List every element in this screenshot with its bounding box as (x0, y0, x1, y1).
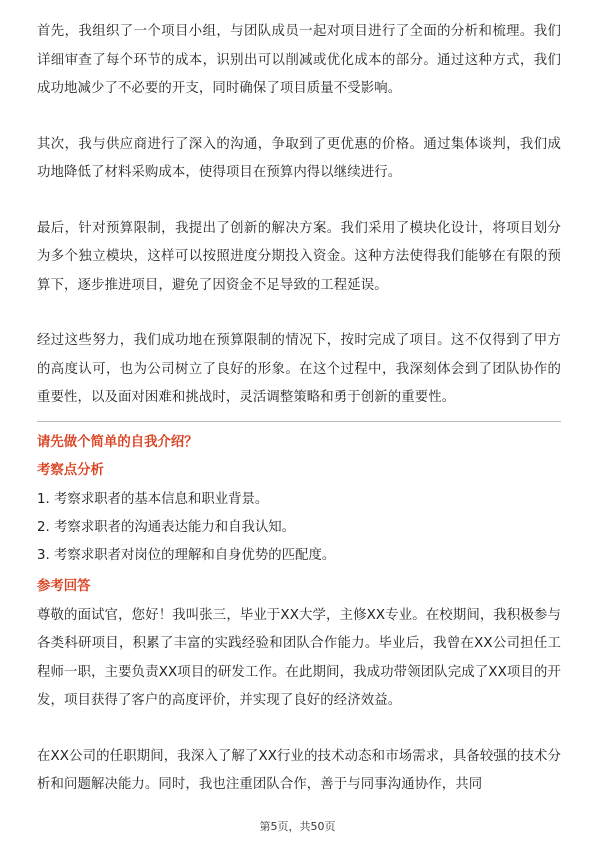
paragraph: 首先，我组织了一个项目小组，与团队成员一起对项目进行了全面的分析和梳理。我们详细审查了每个环节的成本，识别出可以削减或优化成本的部分。通过这种方式，我们成功地减少了不必要的开支，同时确保了项目质量不受影响。 (37, 24, 561, 96)
list-item: 3. 考察求职者对岗位的理解和自身优势的匹配度。 (37, 547, 336, 563)
paragraph: 经过这些努力，我们成功地在预算限制的情况下，按时完成了项目。这不仅得到了甲方的高度认可，也为公司树立了良好的形象。在这个过程中，我深刻体会到了团队协作的重要性，以及面对困难和挑战时，灵活调整策略和勇于创新的重要性。 (37, 333, 561, 405)
question-heading: 请先做个简单的自我介绍？ (37, 434, 198, 450)
answer-heading: 参考回答 (37, 578, 91, 594)
list-item: 2. 考察求职者的沟通表达能力和自我认知。 (37, 519, 296, 535)
page-content (37, 18, 561, 827)
paragraph: 最后，针对预算限制，我提出了创新的解决方案。我们采用了模块化设计，将项目划分为多个独立模块，这样可以按照进度分期投入资金。这种方法使得我们能够在有限的预算下，逐步推进项目，避免了因资金不足导致的工程延误。 (37, 220, 561, 293)
analysis-heading: 考察点分析 (37, 462, 104, 478)
paragraph: 其次，我与供应商进行了深入的沟通，争取到了更优惠的价格。通过集体谈判，我们成功地降低了材料采购成本，使得项目在预算内得以继续进行。 (37, 136, 561, 180)
answer-paragraph: 尊敬的面试官，您好！我叫张三，毕业于XX大学，主修XX专业。在校期间，我积极参与各类科研项目，积累了丰富的实践经验和团队合作能力。毕业后，我曾在XX公司担任工程师一职，主要负责XX项目的研发工作。在此期间，我成功带领团队完成了XX项目的开发，项目获得了客户的高度评价，并实现了良好的经济效益。 (37, 607, 561, 708)
section-divider (37, 421, 561, 422)
list-item: 1. 考察求职者的基本信息和职业背景。 (37, 491, 269, 507)
analysis-list (37, 486, 561, 570)
page-number: 第5页，共50页 (259, 820, 336, 833)
answer-paragraph: 在XX公司的任职期间，我深入了解了XX行业的技术动态和市场需求，具备较强的技术分析和问题解决能力。同时，我也注重团队合作，善于与同事沟通协作，共同 (37, 748, 561, 792)
